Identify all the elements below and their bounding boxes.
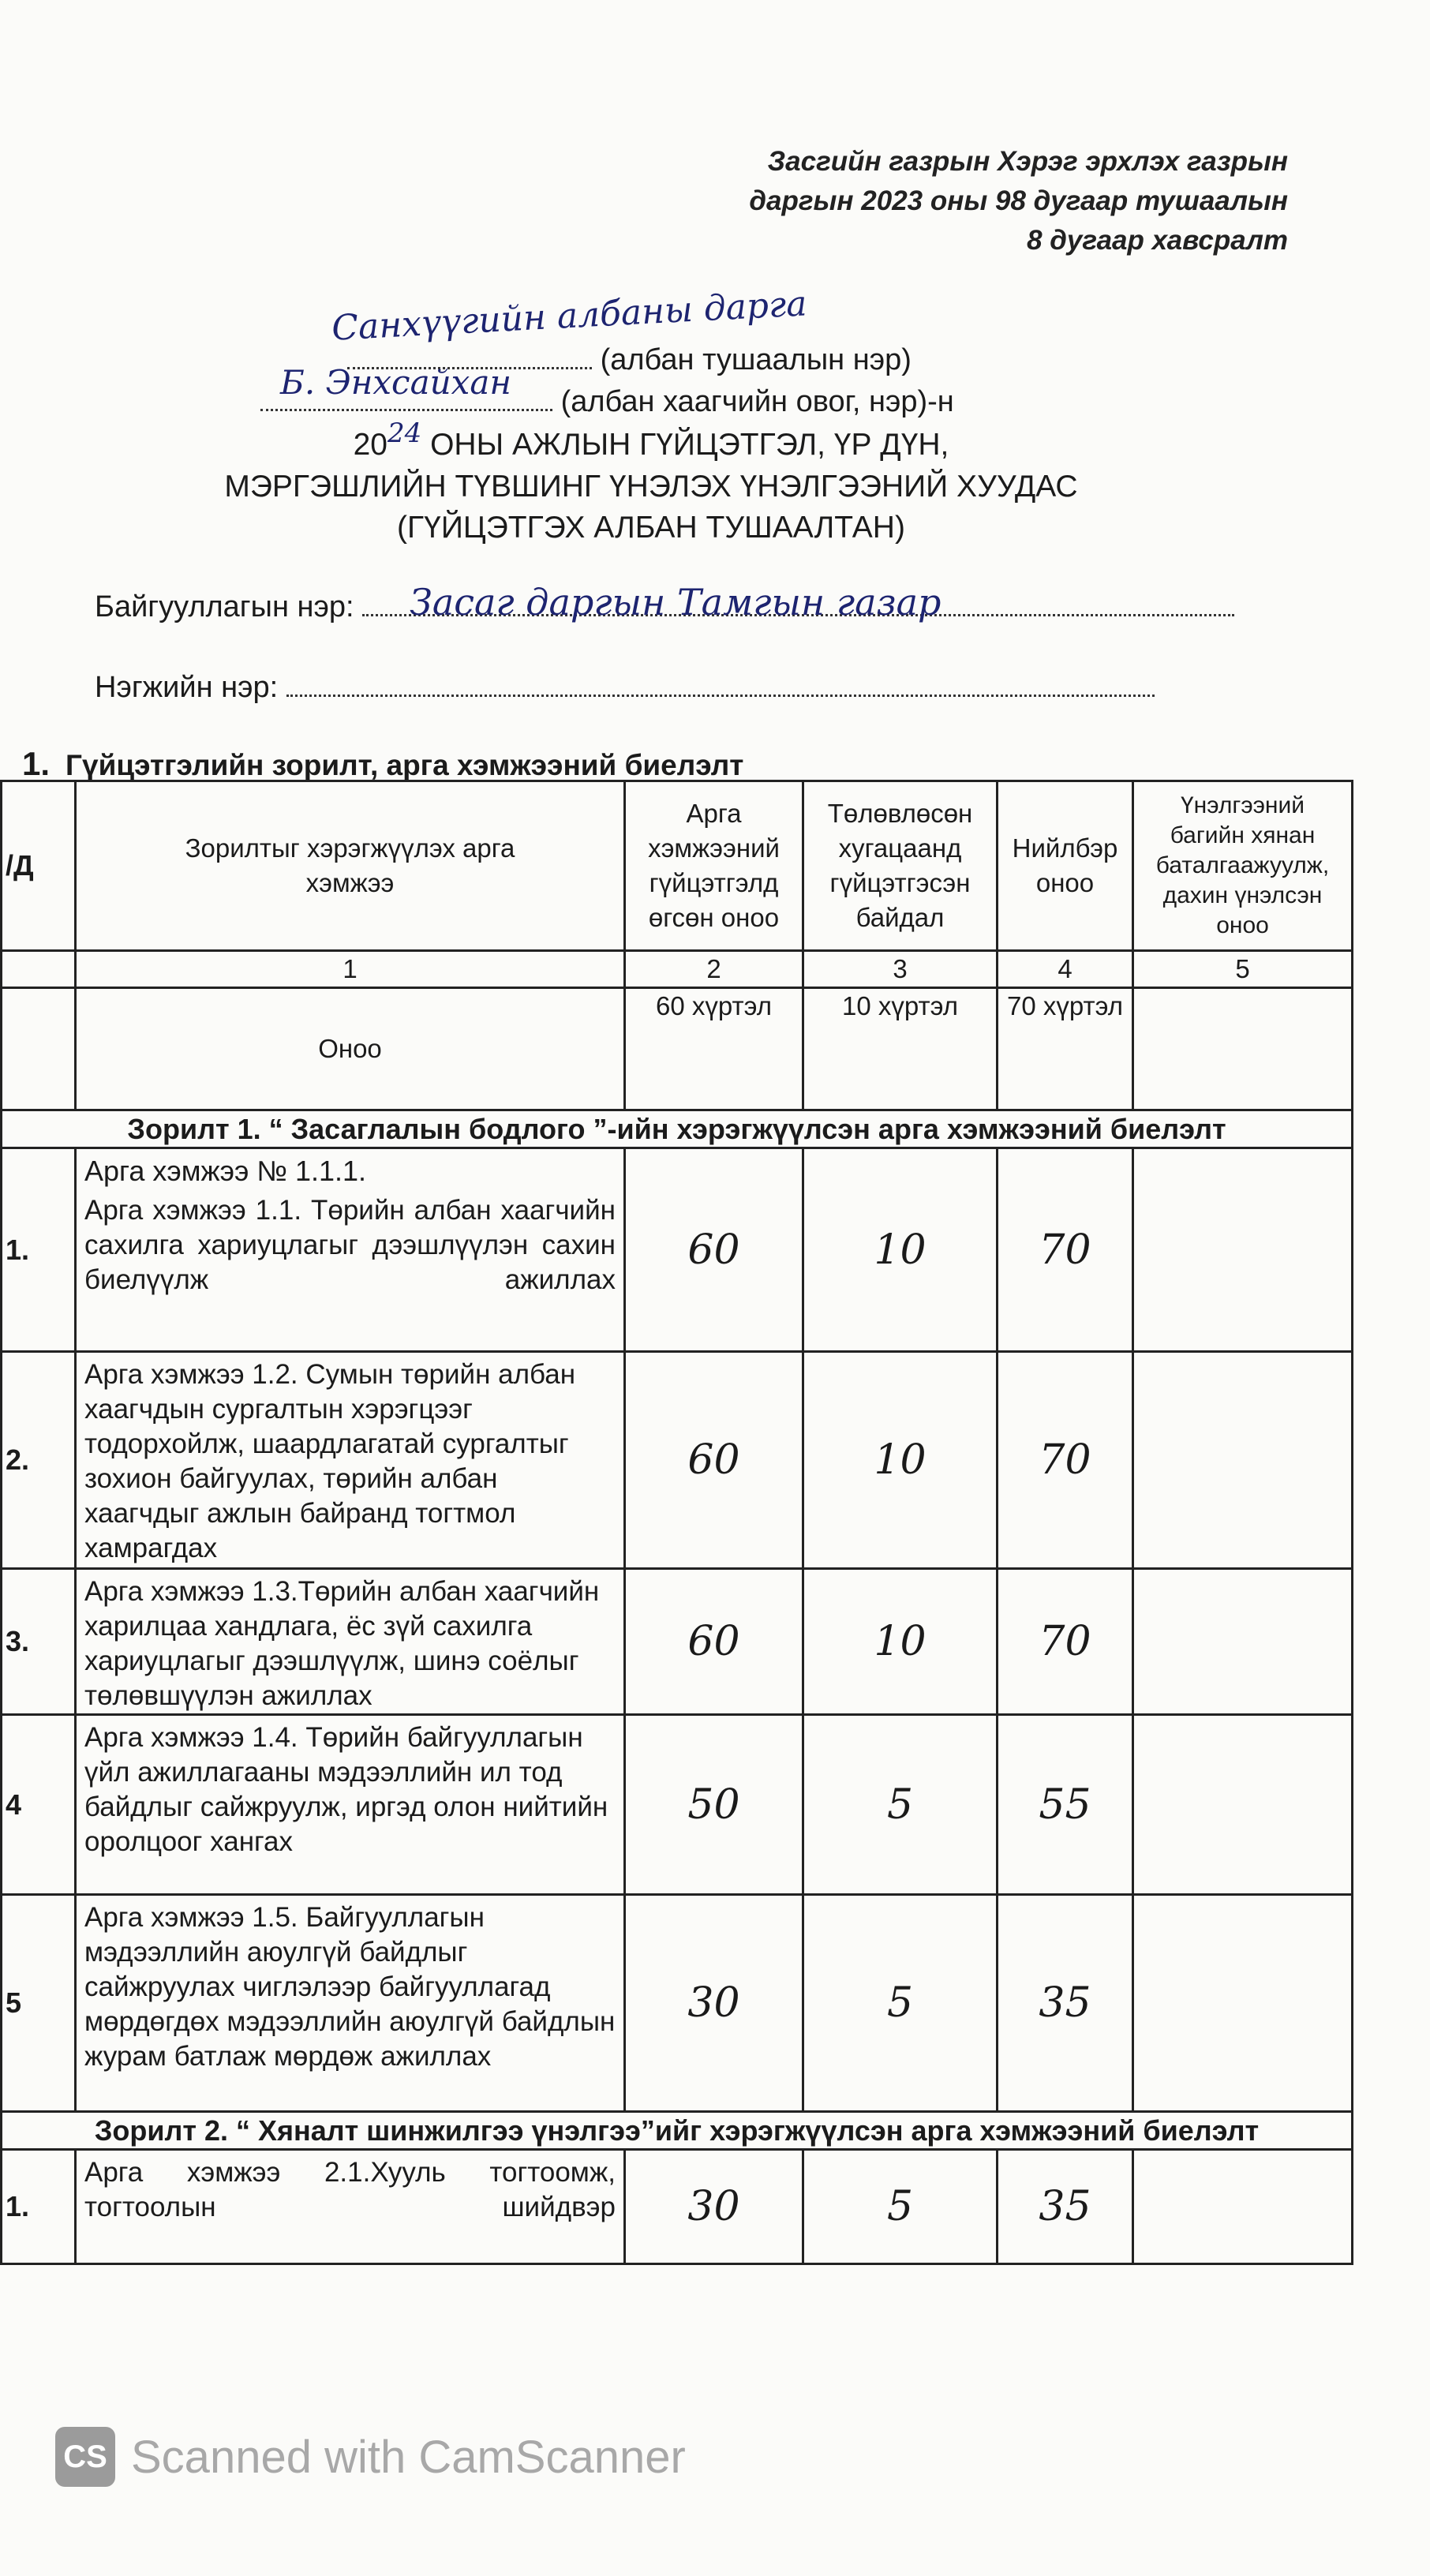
score-limit-review bbox=[1133, 988, 1353, 1110]
table-row bbox=[2, 1715, 1353, 1895]
col-number: 5 bbox=[1133, 951, 1353, 988]
assigned-score: 60 bbox=[625, 1148, 803, 1352]
total-score: 55 bbox=[998, 1715, 1133, 1895]
column-number-row bbox=[2, 951, 1353, 988]
col-header-timeliness: Төлөвлөсөн хугацаанд гүйцэтгэсэн байдал bbox=[803, 781, 998, 951]
score-row-blank bbox=[2, 988, 76, 1110]
task-text: Арга хэмжээ 1.3.Төрийн албан хаагчийн харилцаа хандлага, ёс зүй сахилга хариуцлагыг дээшлүүлж, шинэ соёлыг төлөвшүүлэн ажиллах bbox=[76, 1569, 625, 1715]
official-handwritten: Б. Энхсайхан bbox=[280, 363, 512, 402]
task-cell bbox=[76, 1148, 625, 1352]
goal2-row bbox=[2, 2112, 1353, 2150]
col-number: 3 bbox=[803, 951, 998, 988]
score-limit-total: 70 хүртэл bbox=[998, 988, 1133, 1110]
official-label: (албан хаагчийн овог, нэр)-н bbox=[560, 385, 954, 418]
position-handwritten: Санхүүгийн албаны дарга bbox=[331, 283, 808, 349]
col-number: 4 bbox=[998, 951, 1133, 988]
goal1-title: Зорилт 1. “ Засаглалын бодлого ”-ийн хэрэгжүүлсэн арга хэмжээний биелэлт bbox=[2, 1110, 1353, 1148]
official-line bbox=[260, 385, 954, 419]
col-header-task: Зорилтыг хэрэгжүүлэх арга хэмжээ bbox=[76, 781, 625, 951]
camscanner-watermark bbox=[55, 2427, 686, 2487]
total-score: 35 bbox=[998, 2150, 1133, 2264]
timeliness-score: 10 bbox=[803, 1352, 998, 1569]
appendix-note bbox=[749, 142, 1288, 260]
task-text: Арга хэмжээ 1.4. Төрийн байгууллагын үйл ажиллагааны мэдээллийн ил тод байдлыг сайжруулж, иргэд олон нийтийн оролцоог хангах bbox=[76, 1715, 625, 1895]
col-header-assigned: Арга хэмжээний гүйцэтгэлд өгсөн оноо bbox=[625, 781, 803, 951]
title-line1 bbox=[0, 417, 1302, 466]
table-row bbox=[2, 1895, 1353, 2112]
col-number-blank bbox=[2, 951, 76, 988]
row-number: 3. bbox=[2, 1569, 76, 1715]
timeliness-score: 5 bbox=[803, 2150, 998, 2264]
review-score bbox=[1133, 1569, 1353, 1715]
row-number: 4 bbox=[2, 1715, 76, 1895]
total-score: 35 bbox=[998, 1895, 1133, 2112]
table-row bbox=[2, 2150, 1353, 2264]
organization-handwritten: Засаг даргын Тамгын газар bbox=[410, 581, 941, 623]
organization-field bbox=[95, 581, 1234, 624]
timeliness-score: 5 bbox=[803, 1715, 998, 1895]
assigned-score: 30 bbox=[625, 1895, 803, 2112]
assigned-score: 50 bbox=[625, 1715, 803, 1895]
review-score bbox=[1133, 1715, 1353, 1895]
row-number: 1. bbox=[2, 2150, 76, 2264]
task-text: Арга хэмжээ 1.5. Байгууллагын мэдээллийн аюулгүй байдлыг сайжруулах чиглэлээр байгууллагад мөрдөгдөх мэдээллийн аюулгүй байдлын журам батлаж мөрдөж ажиллах bbox=[76, 1895, 625, 2112]
camscanner-logo-icon: CS bbox=[55, 2427, 115, 2487]
row-number: 5 bbox=[2, 1895, 76, 2112]
table-row bbox=[2, 1352, 1353, 1569]
score-row-label: Оноо bbox=[76, 988, 625, 1110]
assigned-score: 30 bbox=[625, 2150, 803, 2264]
row-number: 2. bbox=[2, 1352, 76, 1569]
timeliness-score: 10 bbox=[803, 1569, 998, 1715]
row-number: 1. bbox=[2, 1148, 76, 1352]
table-header-row bbox=[2, 781, 1353, 951]
col-number: 2 bbox=[625, 951, 803, 988]
appendix-note-line3: 8 дугаар хавсралт bbox=[1027, 225, 1288, 256]
assigned-score: 60 bbox=[625, 1352, 803, 1569]
task-text: Арга хэмжээ 2.1.Хууль тогтоомж, тогтоолын шийдвэр bbox=[76, 2150, 625, 2264]
review-score bbox=[1133, 1895, 1353, 2112]
col-header-review: Үнэлгээний багийн хянан баталгаажуулж, дахин үнэлсэн оноо bbox=[1133, 781, 1353, 951]
organization-label: Байгууллагын нэр: bbox=[95, 590, 354, 623]
position-label: (албан тушаалын нэр) bbox=[600, 343, 912, 376]
section-title: Гүйцэтгэлийн зорилт, арга хэмжээний биелэлт bbox=[66, 749, 744, 781]
unit-dotted-line bbox=[286, 695, 1155, 697]
unit-field bbox=[95, 671, 1155, 705]
col-header-no: /Д bbox=[2, 781, 76, 951]
title-line2: МЭРГЭШЛИЙН ТҮВШИНГ ҮНЭЛЭХ ҮНЭЛГЭЭНИЙ ХУУДАС bbox=[224, 470, 1078, 504]
total-score: 70 bbox=[998, 1352, 1133, 1569]
appendix-note-line2: даргын 2023 оны 98 дугаар тушаалын bbox=[749, 185, 1288, 216]
task-heading: Арга хэмжээ № 1.1.1. bbox=[84, 1155, 367, 1187]
total-score: 70 bbox=[998, 1148, 1133, 1352]
appendix-note-line1: Засгийн газрын Хэрэг эрхлэх газрын bbox=[767, 146, 1288, 177]
score-limit-row bbox=[2, 988, 1353, 1110]
review-score bbox=[1133, 1148, 1353, 1352]
official-dotted-line bbox=[260, 409, 552, 411]
section-number: 1. bbox=[22, 745, 51, 782]
task-text: Арга хэмжээ 1.1. Төрийн албан хаагчийн сахилга хариуцлагыг дээшлүүлэн сахин биелүүлж ажиллах bbox=[84, 1195, 616, 1295]
table-row bbox=[2, 1148, 1353, 1352]
assigned-score: 60 bbox=[625, 1569, 803, 1715]
review-score bbox=[1133, 2150, 1353, 2264]
section-heading bbox=[0, 745, 743, 783]
task-text: Арга хэмжээ 1.2. Сумын төрийн албан хаагчдын сургалтын хэрэгцээг тодорхойлж, шаардлагатай сургалтыг зохион байгуулах, төрийн албан хаагчдыг ажлын байранд тогтмол хамрагдах bbox=[76, 1352, 625, 1569]
goal1-row bbox=[2, 1110, 1353, 1148]
title-line3: (ГҮЙЦЭТГЭХ АЛБАН ТУШААЛТАН) bbox=[397, 511, 905, 545]
score-limit-timeliness: 10 хүртэл bbox=[803, 988, 998, 1110]
table-row bbox=[2, 1569, 1353, 1715]
total-score: 70 bbox=[998, 1569, 1133, 1715]
title-year-prefix: 20 bbox=[353, 428, 387, 462]
performance-table bbox=[0, 780, 1353, 2265]
review-score bbox=[1133, 1352, 1353, 1569]
title-year-handwritten: 24 bbox=[387, 417, 422, 449]
score-limit-assigned: 60 хүртэл bbox=[625, 988, 803, 1110]
timeliness-score: 10 bbox=[803, 1148, 998, 1352]
col-number: 1 bbox=[76, 951, 625, 988]
organization-dotted-line bbox=[362, 581, 1234, 623]
camscanner-text: Scanned with CamScanner bbox=[131, 2431, 686, 2483]
col-header-total: Нийлбэр оноо bbox=[998, 781, 1133, 951]
timeliness-score: 5 bbox=[803, 1895, 998, 2112]
goal2-title: Зорилт 2. “ Хяналт шинжилгээ үнэлгээ”ийг хэрэгжүүлсэн арга хэмжээний биелэлт bbox=[2, 2112, 1353, 2150]
title-line1-rest: ОНЫ АЖЛЫН ГҮЙЦЭТГЭЛ, ҮР ДҮН, bbox=[421, 428, 949, 462]
unit-label: Нэгжийн нэр: bbox=[95, 671, 279, 704]
form-title bbox=[0, 417, 1302, 549]
